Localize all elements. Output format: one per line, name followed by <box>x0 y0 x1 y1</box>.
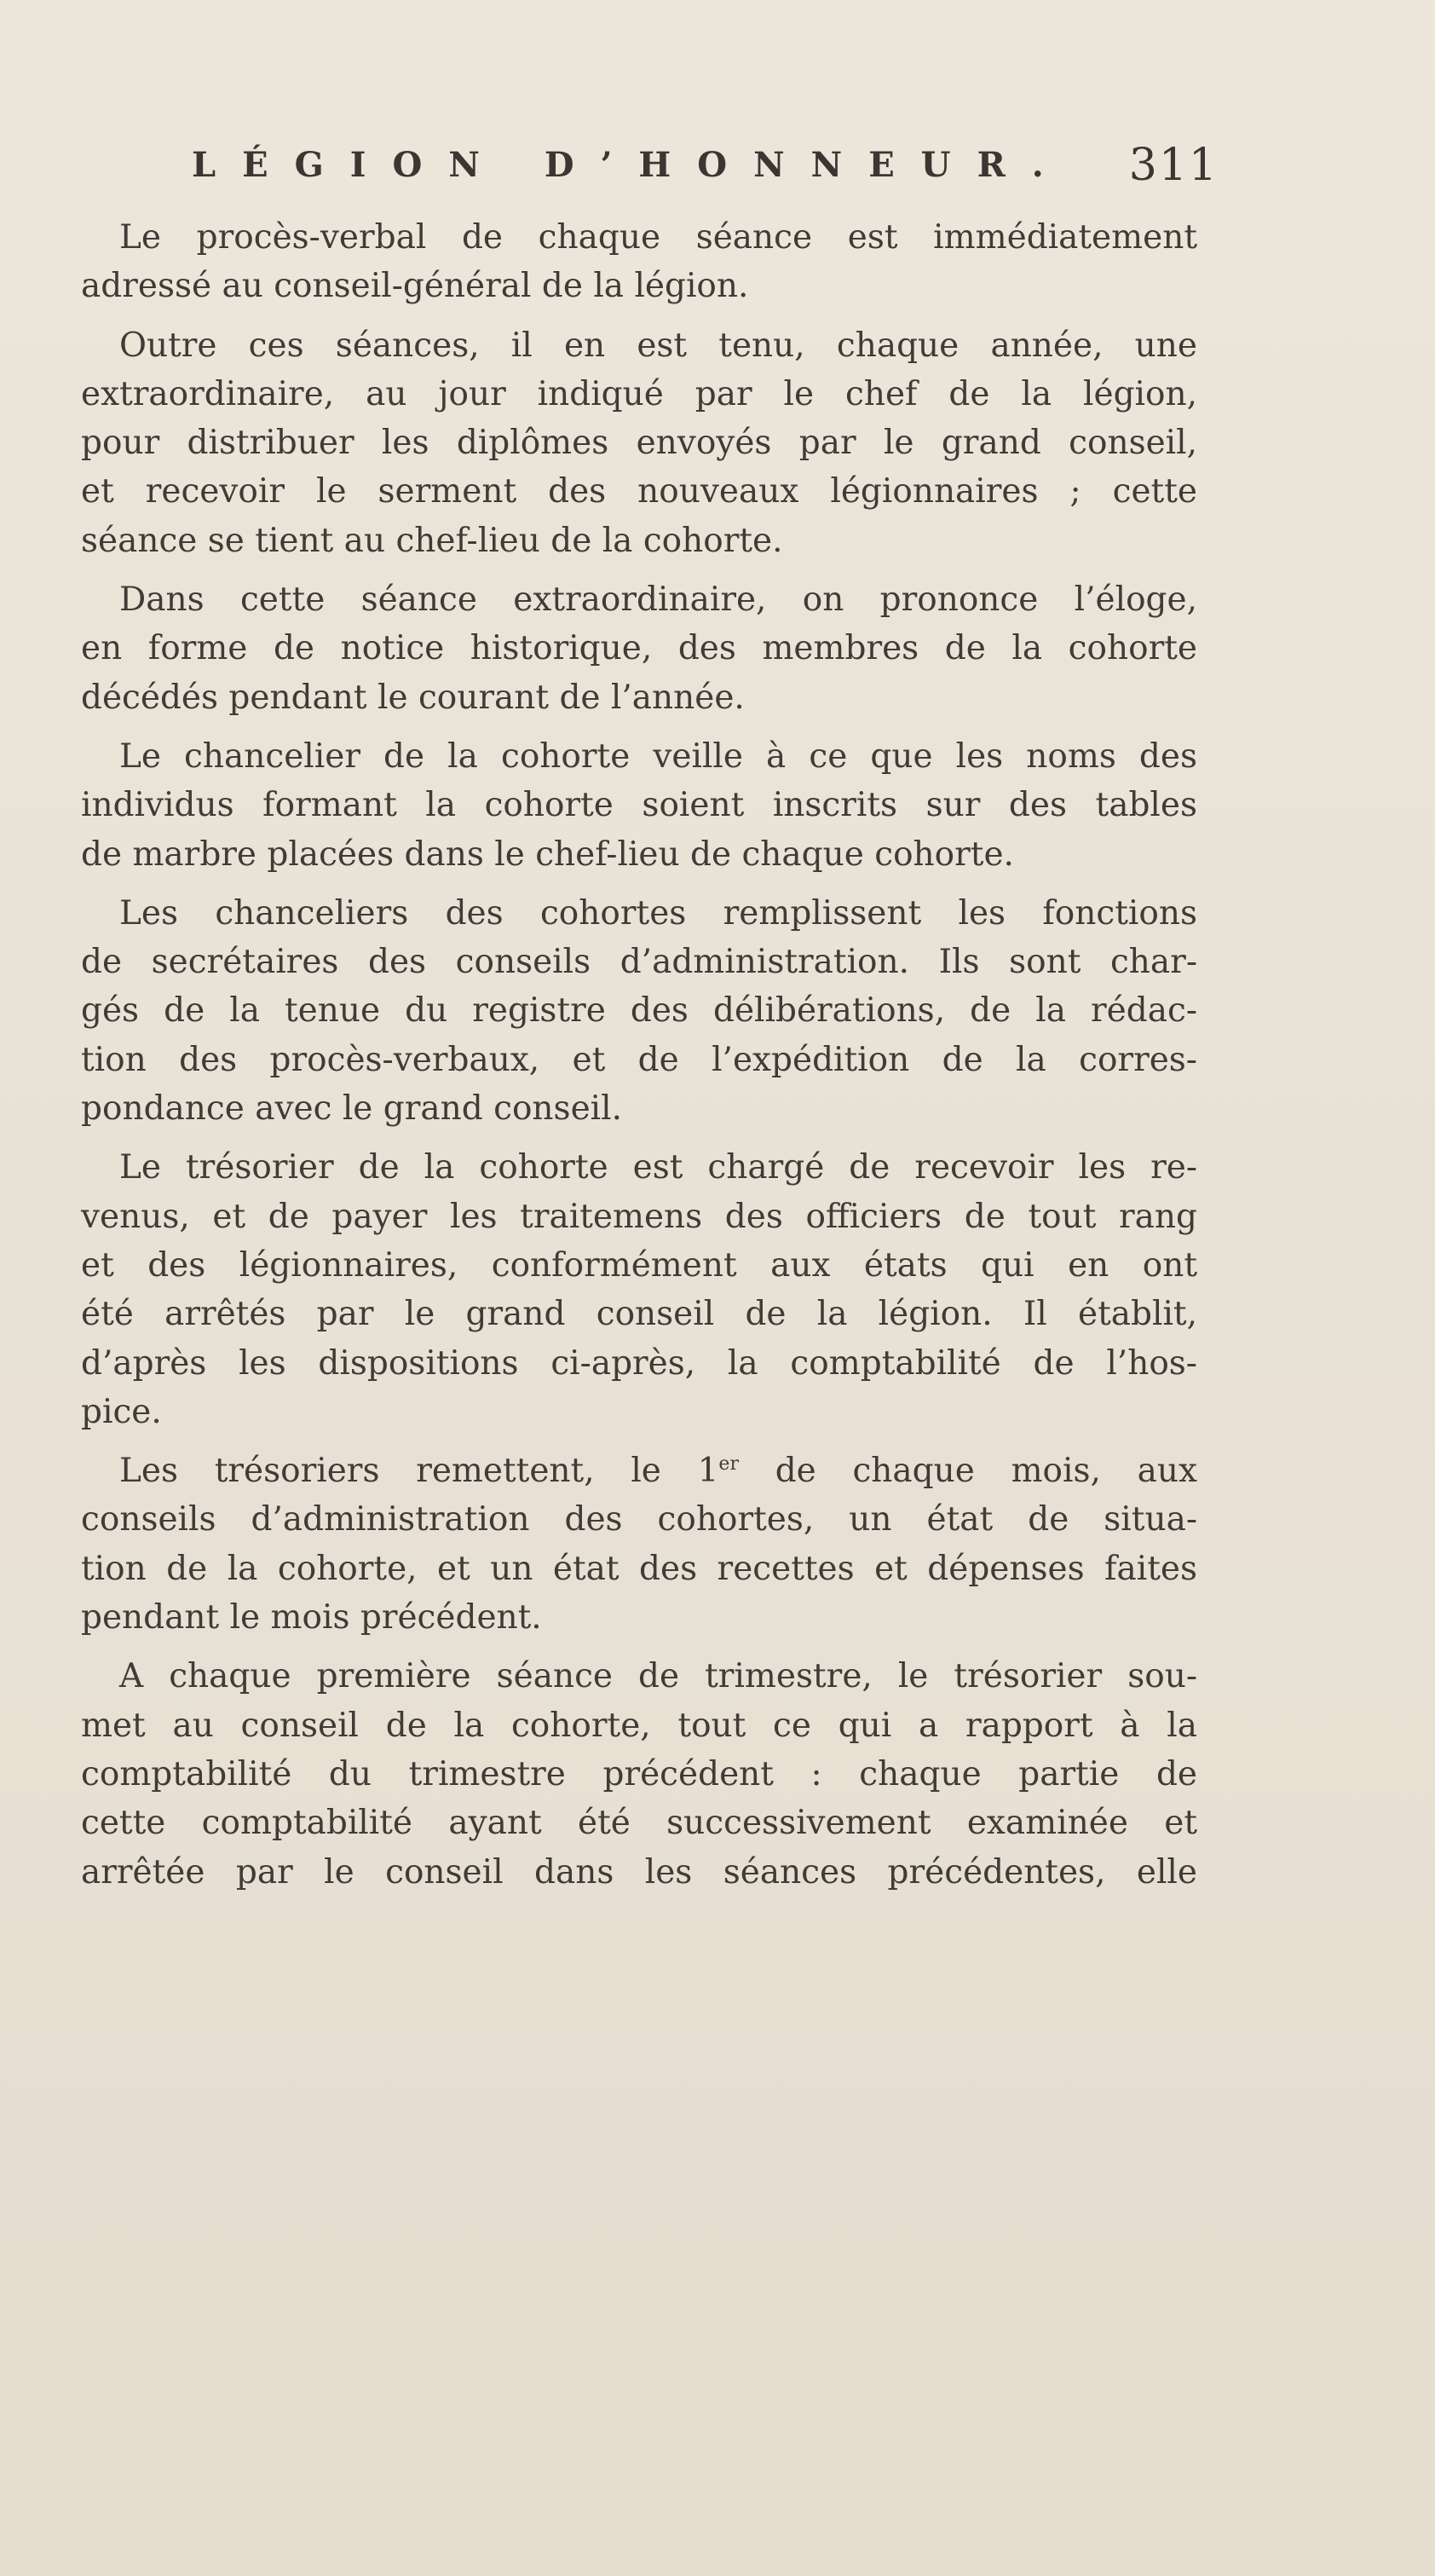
text-line: pendant le mois précédent. <box>81 1598 542 1637</box>
text-line: de marbre placées dans le chef-lieu de chaque cohorte. <box>81 835 1014 874</box>
text-line: d’après les dispositions ci-après, la comptabilité de l’hos- <box>81 1343 1197 1383</box>
paragraph <box>81 575 1197 722</box>
paragraph <box>81 1143 1197 1436</box>
text-line: Le trésorier de la cohorte est chargé de recevoir les re- <box>119 1148 1197 1187</box>
text-line: Outre ces séances, il en est tenu, chaque année, une <box>119 326 1197 365</box>
text-line: cette comptabilité ayant été successivement examinée et <box>81 1804 1197 1843</box>
page-number: 311 <box>1128 140 1219 191</box>
text-line: Le procès-verbal de chaque séance est immédiatement <box>119 218 1197 257</box>
text-line: en forme de notice historique, des membres de la cohorte <box>81 629 1197 668</box>
text-line: conseils d’administration des cohortes, un état de situa- <box>81 1500 1197 1539</box>
paragraph <box>81 889 1197 1133</box>
text-line: pondance avec le grand conseil. <box>81 1089 622 1129</box>
text-line: comptabilité du trimestre précédent : chaque partie de <box>81 1754 1197 1793</box>
text-line: gés de la tenue du registre des délibérations, de la rédac- <box>81 991 1197 1031</box>
text-line: venus, et de payer les traitemens des officiers de tout rang <box>81 1197 1197 1236</box>
body-text <box>81 213 1197 1907</box>
text-line: individus formant la cohorte soient inscrits sur des tables <box>81 786 1197 825</box>
text-line: arrêtée par le conseil dans les séances précédentes, elle <box>81 1852 1197 1892</box>
ordinal-superscript: er <box>718 1453 739 1476</box>
text-line: tion de la cohorte, et un état des recettes et dépenses faites <box>81 1549 1197 1588</box>
running-title: LÉGION D’HONNEUR. <box>192 145 1070 185</box>
text-line: Le chancelier de la cohorte veille à ce que les noms des <box>119 736 1197 776</box>
text-line: et recevoir le serment des nouveaux légionnaires ; cette <box>81 472 1197 511</box>
text-line <box>81 1447 1197 1495</box>
paragraph <box>81 321 1197 565</box>
paragraph <box>81 732 1197 879</box>
paragraph <box>81 1447 1197 1642</box>
text-line: A chaque première séance de trimestre, le trésorier sou- <box>119 1657 1197 1696</box>
text-line: de secrétaires des conseils d’administration. Ils sont char- <box>81 943 1197 982</box>
text-line: et des légionnaires, conformément aux états qui en ont <box>81 1245 1197 1285</box>
text-line: Dans cette séance extraordinaire, on prononce l’éloge, <box>119 580 1197 620</box>
text-line: tion des procès-verbaux, et de l’expédition de la corres- <box>81 1040 1197 1079</box>
paragraph <box>81 1652 1197 1896</box>
text-segment: Les trésoriers remettent, le 1 <box>119 1452 719 1491</box>
text-line: extraordinaire, au jour indiqué par le chef de la légion, <box>81 374 1197 413</box>
text-line: adressé au conseil-général de la légion. <box>81 267 749 306</box>
paragraph <box>81 213 1197 311</box>
text-line: été arrêtés par le grand conseil de la légion. Il établit, <box>81 1295 1197 1334</box>
text-segment: de chaque mois, aux <box>738 1452 1198 1491</box>
text-line: met au conseil de la cohorte, tout ce qui a rapport à la <box>81 1706 1197 1745</box>
text-line: pour distribuer les diplômes envoyés par le grand conseil, <box>81 424 1197 463</box>
text-line: décédés pendant le courant de l’année. <box>81 678 745 717</box>
text-line: Les chanceliers des cohortes remplissent les fonctions <box>119 893 1197 933</box>
text-line: séance se tient au chef-lieu de la cohorte. <box>81 521 783 560</box>
text-line: pice. <box>81 1392 162 1431</box>
page-header <box>192 140 1219 205</box>
